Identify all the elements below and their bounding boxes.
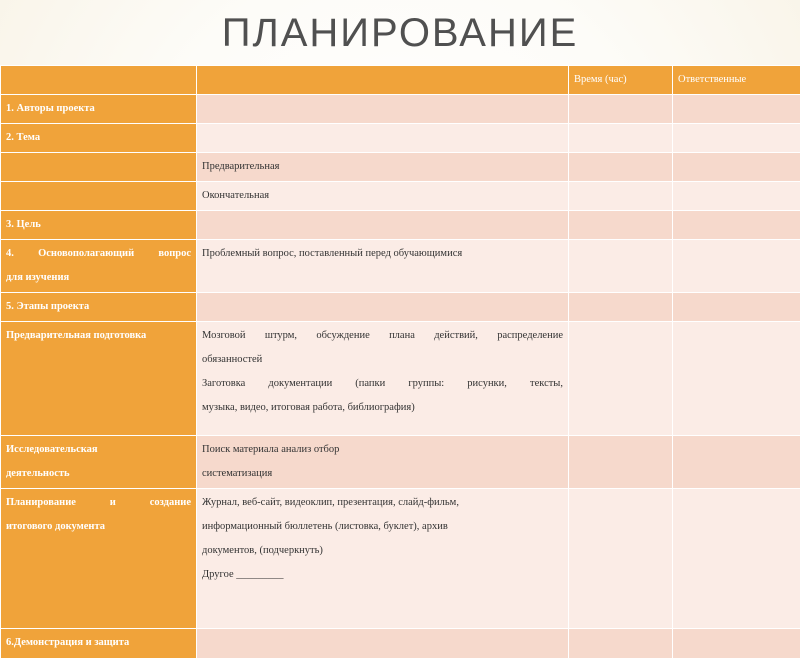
row-label: 3. Цель <box>1 211 197 240</box>
row-content <box>197 95 569 124</box>
row-time <box>569 211 673 240</box>
row-responsible <box>673 182 800 211</box>
table-header-row <box>1 66 800 95</box>
row-content-line: информационный бюллетень (листовка, буклет), архив <box>202 515 563 539</box>
row-responsible <box>673 629 800 659</box>
row-time <box>569 153 673 182</box>
row-content <box>197 489 569 629</box>
row-responsible <box>673 436 800 489</box>
row-content-line: Журнал, веб-сайт, видеоклип, презентация, слайд-фильм, <box>202 491 563 515</box>
row-label: 2. Тема <box>1 124 197 153</box>
row-content: Предварительная <box>197 153 569 182</box>
table-row <box>1 153 800 182</box>
row-content-line: документов, (подчеркнуть) <box>202 539 563 563</box>
row-content-line: Другое _________ <box>202 563 563 587</box>
row-label <box>1 240 197 293</box>
row-time <box>569 124 673 153</box>
planning-table <box>0 65 800 659</box>
row-time <box>569 182 673 211</box>
row-label <box>1 153 197 182</box>
header-cell-responsible: Ответственные <box>673 66 800 95</box>
table-row <box>1 629 800 659</box>
row-content-line: Мозговой штурм, обсуждение плана действий, распределение <box>202 324 563 348</box>
row-label: 5. Этапы проекта <box>1 293 197 322</box>
row-label <box>1 182 197 211</box>
row-responsible <box>673 153 800 182</box>
header-cell-time: Время (час) <box>569 66 673 95</box>
row-label: 1. Авторы проекта <box>1 95 197 124</box>
row-responsible <box>673 322 800 436</box>
row-label-line: 4. Основополагающий вопрос <box>6 242 191 266</box>
row-content <box>197 211 569 240</box>
row-responsible <box>673 124 800 153</box>
table-row <box>1 240 800 293</box>
header-cell-section <box>1 66 197 95</box>
row-responsible <box>673 95 800 124</box>
header-cell-content <box>197 66 569 95</box>
table-row <box>1 293 800 322</box>
table-row <box>1 436 800 489</box>
row-content: Проблемный вопрос, поставленный перед обучающимися <box>197 240 569 293</box>
row-responsible <box>673 211 800 240</box>
row-time <box>569 489 673 629</box>
row-content: Окончательная <box>197 182 569 211</box>
row-time <box>569 293 673 322</box>
row-content-line: музыка, видео, итоговая работа, библиография) <box>202 396 563 420</box>
row-time <box>569 629 673 659</box>
row-label-line: Планирование и создание <box>6 491 191 515</box>
row-responsible <box>673 293 800 322</box>
row-content-line: систематизация <box>202 462 563 486</box>
table-row <box>1 182 800 211</box>
row-label: Предварительная подготовка <box>1 322 197 436</box>
row-content <box>197 322 569 436</box>
table-row <box>1 124 800 153</box>
table-row <box>1 95 800 124</box>
row-time <box>569 240 673 293</box>
row-label-line: для изучения <box>6 266 191 290</box>
row-content <box>197 124 569 153</box>
row-content-line: обязанностей <box>202 348 563 372</box>
row-label-line: итогового документа <box>6 515 191 539</box>
row-time <box>569 436 673 489</box>
page-title: ПЛАНИРОВАНИЕ <box>0 8 800 58</box>
row-time <box>569 95 673 124</box>
row-responsible <box>673 240 800 293</box>
row-label <box>1 489 197 629</box>
table-row <box>1 489 800 629</box>
row-label: 6.Демонстрация и защита <box>1 629 197 659</box>
row-content <box>197 436 569 489</box>
row-time <box>569 322 673 436</box>
row-content <box>197 293 569 322</box>
row-label-line: Исследовательская <box>6 438 191 462</box>
row-content-line: Заготовка документации (папки группы: рисунки, тексты, <box>202 372 563 396</box>
row-responsible <box>673 489 800 629</box>
row-content <box>197 629 569 659</box>
row-label <box>1 436 197 489</box>
table-row <box>1 322 800 436</box>
row-content-line: Поиск материала анализ отбор <box>202 438 563 462</box>
row-label-line: деятельность <box>6 462 191 486</box>
table-row <box>1 211 800 240</box>
